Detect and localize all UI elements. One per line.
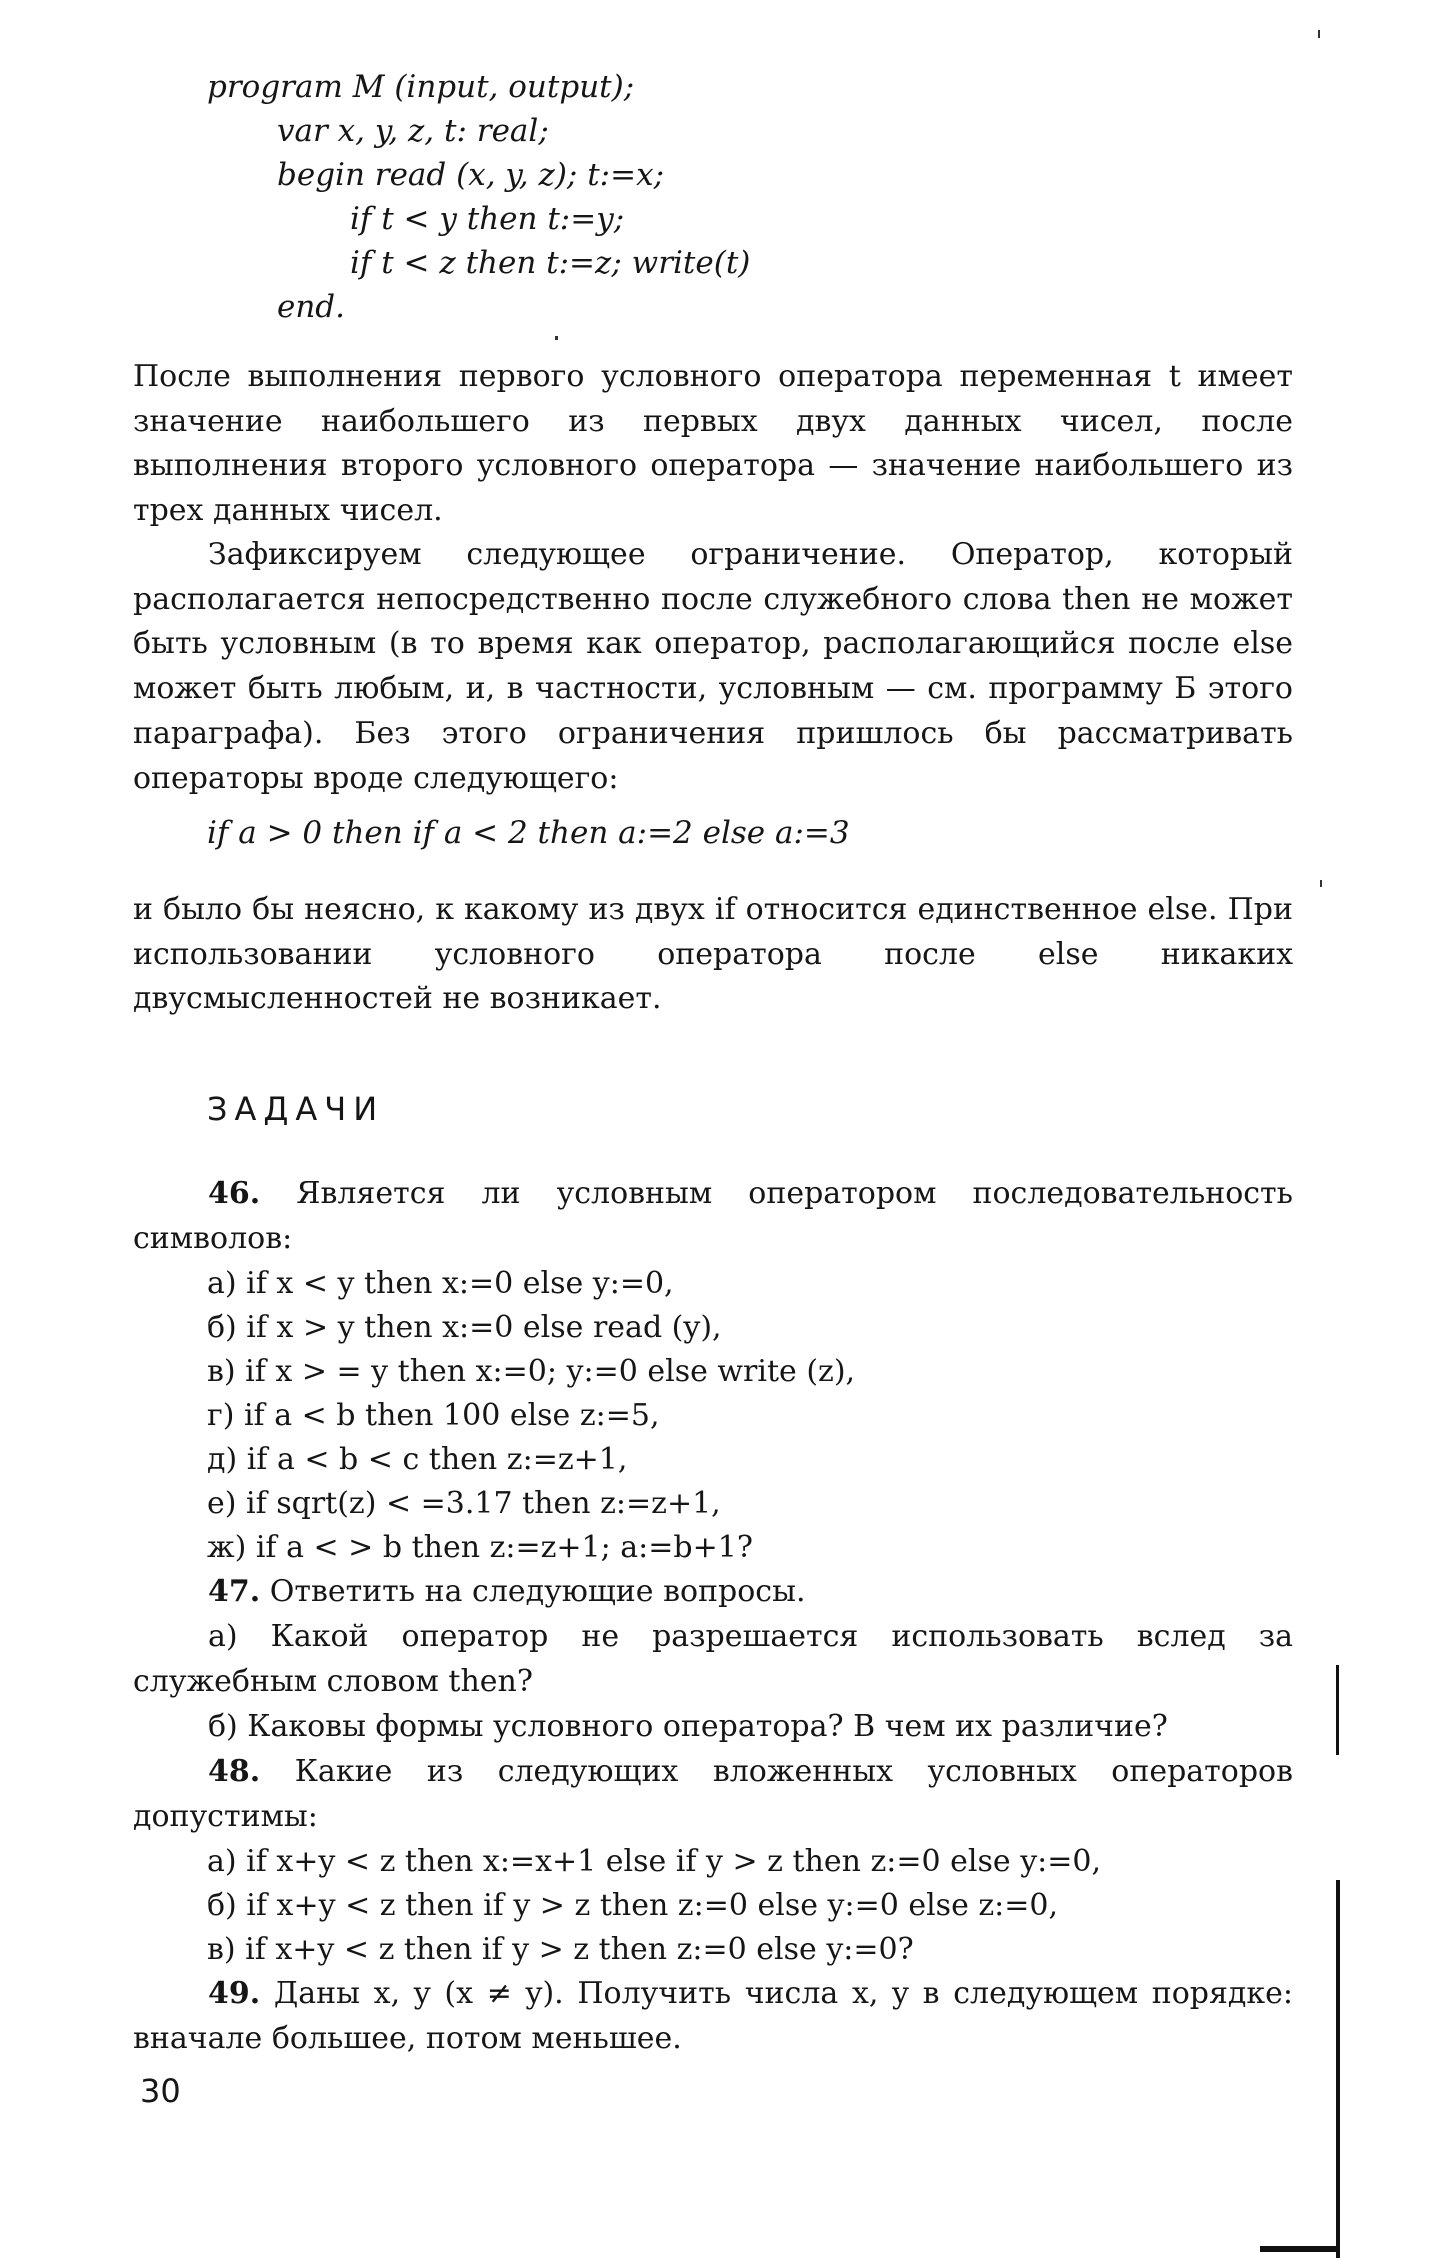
paragraph: и было бы неясно, к какому из двух if относится единственное else. При использовании условного оператора после else никаких двусмысленностей не возникает. bbox=[133, 892, 1293, 1017]
code-line: if t < y then t:=y; bbox=[350, 201, 625, 237]
task-item: д) if a < b < c then z:=z+1, bbox=[207, 1442, 628, 1477]
scan-edge-line bbox=[1336, 1665, 1339, 1755]
task-text: Какие из следующих вложенных условных операторов допустимы: bbox=[133, 1754, 1293, 1834]
code-line: end. bbox=[277, 289, 346, 325]
formula: if a > 0 then if a < 2 then a:=2 else a:=3 bbox=[207, 815, 850, 851]
scan-speck bbox=[1318, 30, 1320, 38]
code-line: if t < z then t:=z; write(t) bbox=[350, 245, 751, 281]
code-line: var x, y, z, t: real; bbox=[277, 113, 549, 149]
code-line: program M (input, output); bbox=[207, 69, 635, 105]
paragraph: Зафиксируем следующее ограничение. Оператор, который располагается непосредственно после служебного слова then не может быть условным (в то время как оператор, располагающийся после else может быть любым, и, в частности, условным — см. программу Б этого параграфа). Без этого ограничения пришлось бы рассматривать операторы вроде следующего: bbox=[133, 537, 1293, 796]
task-text: Является ли условным оператором последовательность символов: bbox=[133, 1176, 1293, 1256]
task-48 bbox=[133, 1750, 1293, 1839]
task-item: е) if sqrt(z) < =3.17 then z:=z+1, bbox=[207, 1486, 721, 1521]
page-number: 30 bbox=[140, 2072, 181, 2110]
task-item: а) Какой оператор не разрешается использовать вслед за служебным словом then? bbox=[133, 1619, 1293, 1699]
task-47 bbox=[133, 1570, 1293, 1615]
task-49 bbox=[133, 1972, 1293, 2061]
code-line: begin read (x, y, z); t:=x; bbox=[277, 157, 665, 193]
task-item: а) if x < y then x:=0 else y:=0, bbox=[207, 1266, 674, 1301]
task-item: в) if x > = y then x:=0; y:=0 else write (z), bbox=[207, 1354, 856, 1389]
task-item: ж) if a < > b then z:=z+1; a:=b+1? bbox=[207, 1530, 753, 1565]
task-item: б) if x > y then x:=0 else read (y), bbox=[207, 1310, 722, 1345]
task-number: 47. bbox=[208, 1574, 261, 1609]
scan-edge-line bbox=[1336, 1880, 1340, 2258]
paragraph: После выполнения первого условного оператора переменная t имеет значение наибольшего из первых двух данных чисел, после выполнения второго условного оператора — значение наибольшего из трех данных чисел. bbox=[133, 359, 1293, 529]
section-title: ЗАДАЧИ bbox=[207, 1090, 385, 1128]
scan-edge-corner bbox=[1260, 2246, 1340, 2252]
task-number: 48. bbox=[208, 1754, 261, 1789]
task-text: Даны x, y (x ≠ y). Получить числа x, y в следующем порядке: вначале большее, потом меньшее. bbox=[133, 1976, 1293, 2056]
scan-speck bbox=[555, 336, 558, 340]
task-number: 49. bbox=[208, 1976, 261, 2011]
task-item: б) Каковы формы условного оператора? В чем их различие? bbox=[208, 1709, 1168, 1744]
task-number: 46. bbox=[208, 1176, 261, 1211]
task-text: Ответить на следующие вопросы. bbox=[269, 1574, 806, 1609]
task-item: а) if x+y < z then x:=x+1 else if y > z then z:=0 else y:=0, bbox=[207, 1844, 1102, 1879]
scan-speck bbox=[1320, 880, 1322, 887]
task-46 bbox=[133, 1172, 1293, 1261]
task-item: в) if x+y < z then if y > z then z:=0 else y:=0? bbox=[207, 1932, 914, 1967]
task-item: г) if a < b then 100 else z:=5, bbox=[207, 1398, 660, 1433]
task-item: б) if x+y < z then if y > z then z:=0 else y:=0 else z:=0, bbox=[207, 1888, 1059, 1923]
